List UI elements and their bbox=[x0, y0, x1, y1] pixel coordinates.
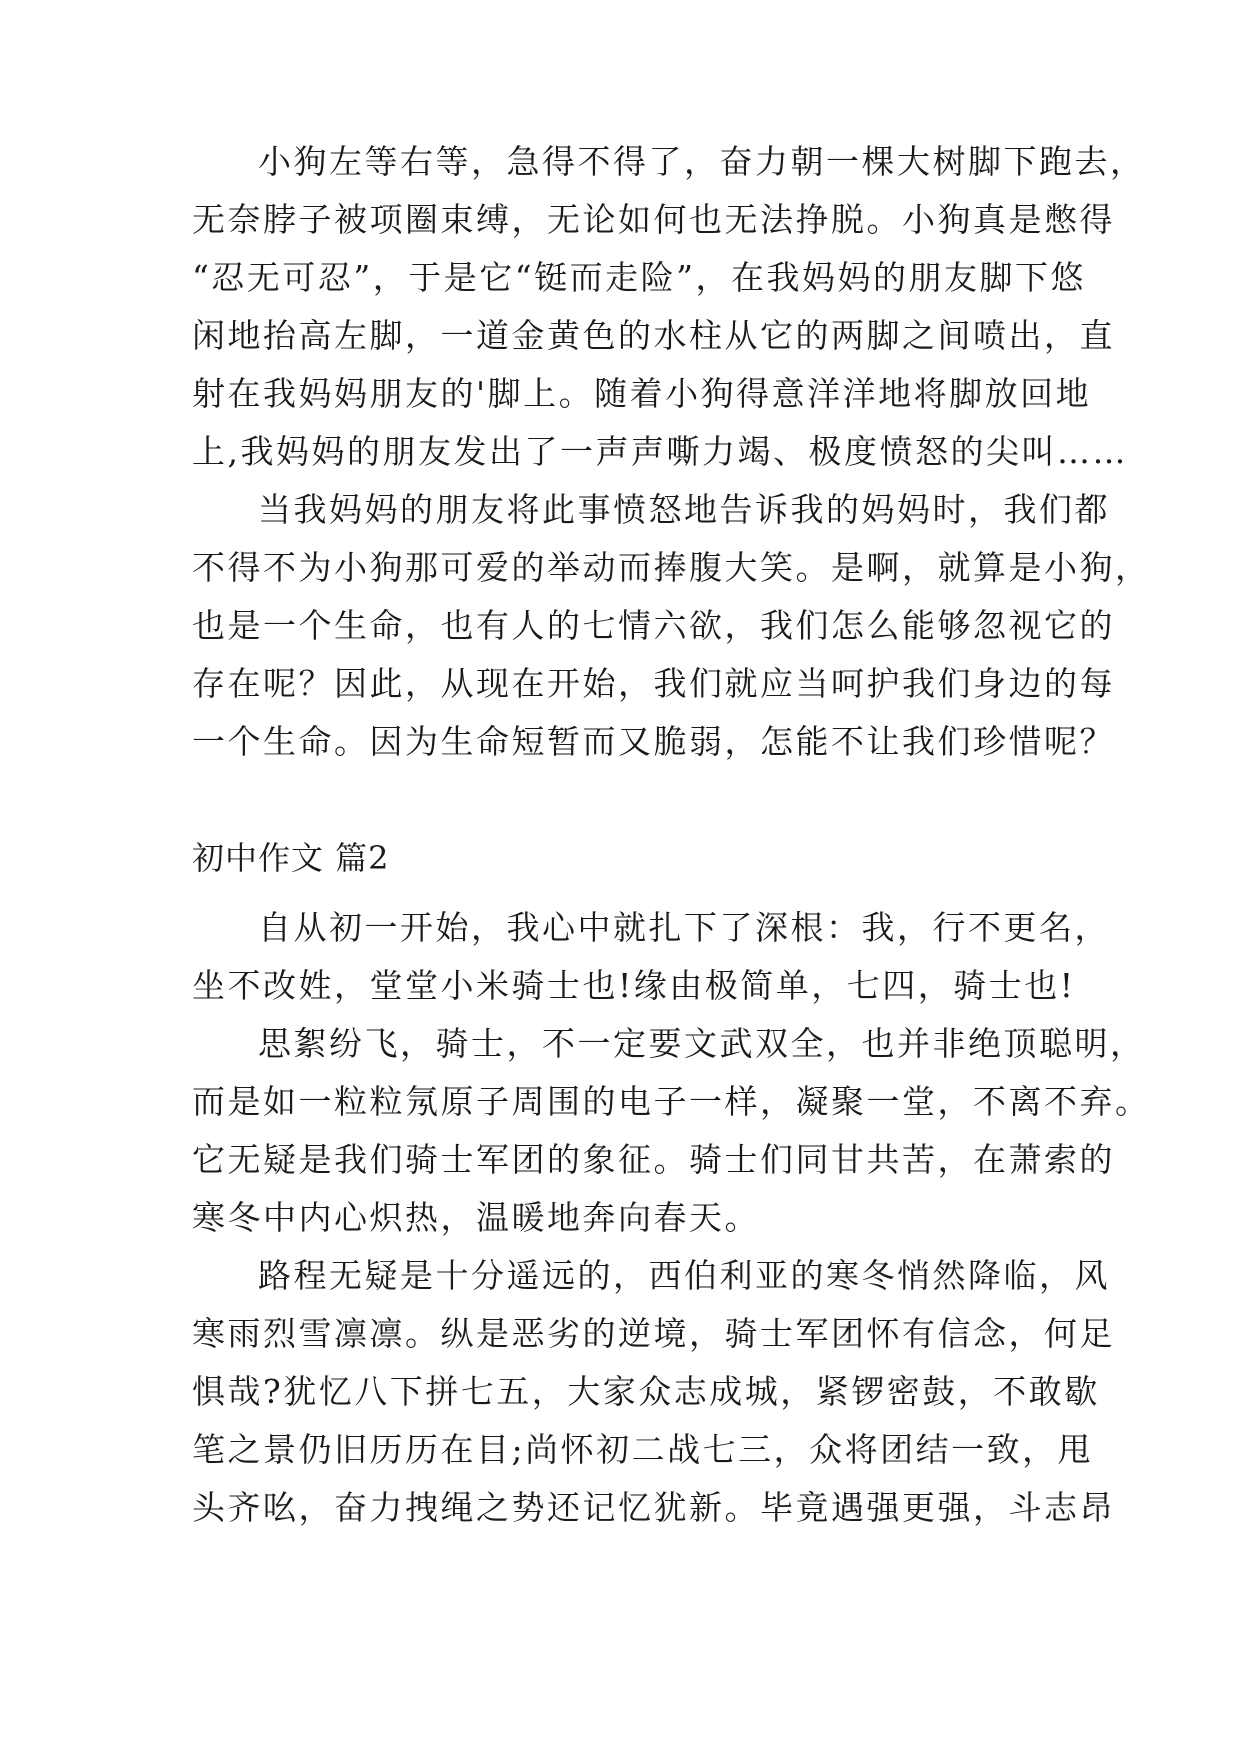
text-line: 路程无疑是十分遥远的，西伯利亚的寒冬悄然降临，风 bbox=[258, 1256, 1110, 1295]
text-line: 头齐吆，奋力拽绳之势还记忆犹新。毕竟遇强更强，斗志昂 bbox=[192, 1488, 1115, 1527]
text-line: 射在我妈妈朋友的'脚上。随着小狗得意洋洋地将脚放回地 bbox=[192, 374, 1092, 413]
text-line: “忍无可忍”，于是它“铤而走险”，在我妈妈的朋友脚下悠 bbox=[192, 258, 1086, 297]
text-line: 也是一个生命，也有人的七情六欲，我们怎么能够忽视它的 bbox=[192, 606, 1115, 645]
text-line: 无奈脖子被项圈束缚，无论如何也无法挣脱。小狗真是憋得 bbox=[192, 200, 1115, 239]
text-line: 自从初一开始，我心中就扎下了深根：我，行不更名， bbox=[258, 908, 1110, 947]
text-line: 当我妈妈的朋友将此事愤怒地告诉我的妈妈时，我们都 bbox=[258, 490, 1110, 529]
text-line: 小狗左等右等，急得不得了，奋力朝一棵大树脚下跑去， bbox=[258, 142, 1146, 181]
text-line: 坐不改姓，堂堂小米骑士也!缘由极简单，七四，骑士也! bbox=[192, 966, 1076, 1005]
text-line: 存在呢？因此，从现在开始，我们就应当呵护我们身边的每 bbox=[192, 664, 1115, 703]
text-line: 寒雨烈雪凛凛。纵是恶劣的逆境，骑士军团怀有信念，何足 bbox=[192, 1314, 1115, 1353]
text-line: 不得不为小狗那可爱的举动而捧腹大笑。是啊，就算是小狗， bbox=[192, 548, 1151, 587]
text-line: 它无疑是我们骑士军团的象征。骑士们同甘共苦，在萧索的 bbox=[192, 1140, 1115, 1179]
section-heading: 初中作文 篇2 bbox=[192, 839, 390, 877]
text-line: 闲地抬高左脚，一道金黄色的水柱从它的两脚之间喷出，直 bbox=[192, 316, 1115, 355]
text-line: 上,我妈妈的朋友发出了一声声嘶力竭、极度愤怒的尖叫…… bbox=[192, 432, 1128, 471]
text-line: 寒冬中内心炽热，温暖地奔向春天。 bbox=[192, 1198, 760, 1237]
text-line: 笔之景仍旧历历在目;尚怀初二战七三，众将团结一致，甩 bbox=[192, 1430, 1094, 1469]
text-line: 思絮纷飞，骑士，不一定要文武双全，也并非绝顶聪明， bbox=[258, 1024, 1146, 1063]
text-line: 而是如一粒粒氖原子周围的电子一样，凝聚一堂，不离不弃。 bbox=[192, 1082, 1151, 1121]
text-line: 一个生命。因为生命短暂而又脆弱，怎能不让我们珍惜呢？ bbox=[192, 722, 1115, 761]
text-line: 惧哉?犹忆八下拼七五，大家众志成城，紧锣密鼓，不敢歇 bbox=[192, 1372, 1100, 1411]
